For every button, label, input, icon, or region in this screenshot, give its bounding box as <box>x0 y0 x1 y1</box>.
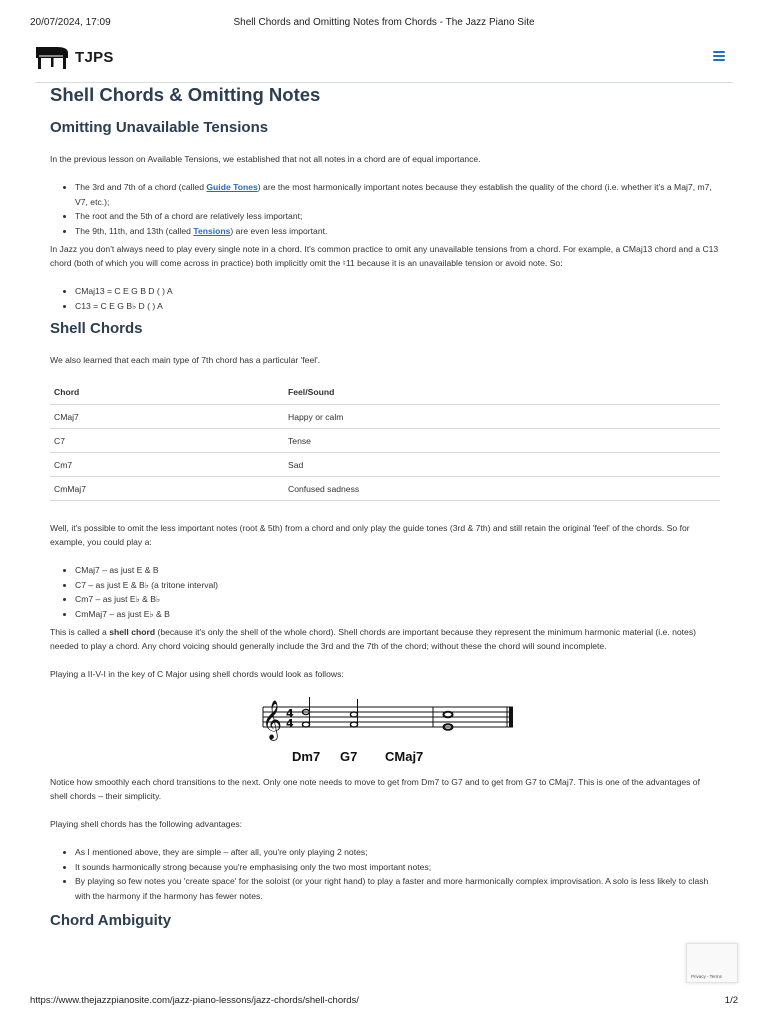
recaptcha-privacy-terms[interactable]: Privacy - Terms <box>691 974 722 979</box>
guide-tones-link[interactable]: Guide Tones <box>206 182 258 192</box>
list-item: • The 9th, 11th, and 13th (called Tensions) are even less important. <box>75 224 720 239</box>
table-header-feel: Feel/Sound <box>284 380 720 405</box>
ii-v-i-intro: Playing a II-V-I in the key of C Major using shell chords would look as follows: <box>50 669 344 679</box>
chord-label-dm7: Dm7 <box>292 749 321 764</box>
heading-chord-ambiguity: Chord Ambiguity <box>50 912 172 929</box>
site-header <box>35 42 733 83</box>
advantages-intro: Playing shell chords has the following advantages: <box>50 819 243 829</box>
site-logo[interactable] <box>35 44 114 70</box>
list-item: • C7 – as just E & B♭ (a tritone interval) <box>75 578 720 593</box>
list-item: • It sounds harmonically strong because you're emphasising only the two most important notes; <box>75 860 720 875</box>
list-item: • As I mentioned above, they are simple – after all, you're only playing 2 notes; <box>75 845 720 860</box>
list-item: • CMaj7 – as just E & B <box>75 563 720 578</box>
heading-shell-chords: Shell Chords <box>50 320 143 337</box>
shell-chord-term: shell chord <box>109 627 156 637</box>
shell-voicings-list <box>50 563 720 621</box>
table-cell: CMaj7 <box>50 405 284 429</box>
list-item: • CmMaj7 – as just E♭ & B <box>75 607 720 622</box>
table-row <box>50 453 720 477</box>
list-item: • C13 = C E G B♭ D ( ) A <box>75 299 720 314</box>
list-item: • The root and the 5th of a chord are relatively less important; <box>75 209 720 224</box>
table-cell: Confused sadness <box>284 477 720 501</box>
music-staff <box>255 695 517 747</box>
list-item: • The 3rd and 7th of a chord (called Guide Tones) are the most harmonically important notes because they establish the quality of the chord (i.e. whether it's a Maj7, m7, V7, etc.); <box>75 180 720 209</box>
table-row <box>50 429 720 453</box>
grand-piano-icon <box>35 44 69 70</box>
print-document-title: Shell Chords and Omitting Notes from Chords - The Jazz Piano Site <box>233 17 535 28</box>
table-cell: CmMaj7 <box>50 477 284 501</box>
list-item: • Cm7 – as just E♭ & B♭ <box>75 592 720 607</box>
table-header-chord: Chord <box>50 380 284 405</box>
advantages-list <box>50 845 720 903</box>
feel-intro-paragraph: We also learned that each main type of 7th chord has a particular 'feel'. <box>50 355 321 365</box>
omit-root-fifth-paragraph: Well, it's possible to omit the less important notes (root & 5th) from a chord and only play the guide tones (3rd & 7th) and still retain the original 'feel' of the chords. So for example, you could play a: <box>50 523 690 547</box>
svg-text:𝄞: 𝄞 <box>262 700 283 740</box>
chord-feel-table <box>50 380 720 501</box>
table-cell: Tense <box>284 429 720 453</box>
print-page-number: 1/2 <box>724 995 738 1006</box>
intro-paragraph: In the previous lesson on Available Tensions, we established that not all notes in a chord are of equal importance. <box>50 154 481 164</box>
hamburger-menu-icon[interactable] <box>713 51 725 61</box>
list-item: • By playing so few notes you 'create space' for the soloist (or your right hand) to play a faster and more harmonically complex improvisation. A solo is less likely to clash with the harmony if the harmony has fewer notes. <box>75 874 720 903</box>
table-row <box>50 405 720 429</box>
print-url: https://www.thejazzpianosite.com/jazz-piano-lessons/jazz-chords/shell-chords/ <box>30 995 359 1006</box>
table-cell: Happy or calm <box>284 405 720 429</box>
print-header <box>0 17 768 31</box>
chord-label-g7: G7 <box>340 749 358 764</box>
shell-chord-definition: This is called a shell chord (because it's only the shell of the whole chord). Shell chords are important because they represent the minimum harmonic material (i.e. notes) needed to play a chord. Any chord voicing should generally include the 3rd and the 7th of the chord; without these the chord will sound incomplete. <box>50 627 696 651</box>
table-header-row <box>50 380 720 405</box>
tensions-link[interactable]: Tensions <box>193 225 231 236</box>
page-title: Shell Chords & Omitting Notes <box>50 84 321 105</box>
svg-text:4: 4 <box>286 717 294 730</box>
chord-spelling-list <box>50 284 720 313</box>
recaptcha-badge[interactable] <box>686 943 738 983</box>
list-item: • CMaj13 = C E G B D ( ) A <box>75 284 720 299</box>
article-content <box>50 84 720 931</box>
table-row <box>50 477 720 501</box>
table-cell: Sad <box>284 453 720 477</box>
heading-omitting-unavailable-tensions: Omitting Unavailable Tensions <box>50 119 269 136</box>
site-logo-text: TJPS <box>75 48 114 66</box>
importance-list <box>50 180 720 238</box>
svg-text:4: 4 <box>286 707 294 720</box>
print-datetime: 20/07/2024, 17:09 <box>30 17 111 28</box>
shell-chord-notation-image <box>50 695 720 775</box>
table-cell: C7 <box>50 429 284 453</box>
omit-paragraph: In Jazz you don't always need to play every single note in a chord. It's common practice to omit any unavailable tensions from a chord. For example, a CMaj13 chord and a C13 chord (both of which you will come across in practice) both implicitly omit the ♮11 because it is an unavailable tension or avoid note. So: <box>50 244 719 268</box>
table-cell: Cm7 <box>50 453 284 477</box>
smooth-transition-paragraph: Notice how smoothly each chord transitions to the next. Only one note needs to move to get from Dm7 to G7 and to get from G7 to CMaj7. This is one of the advantages of shell chords – their simplicity. <box>50 777 700 801</box>
chord-label-cmaj7: CMaj7 <box>385 749 424 764</box>
